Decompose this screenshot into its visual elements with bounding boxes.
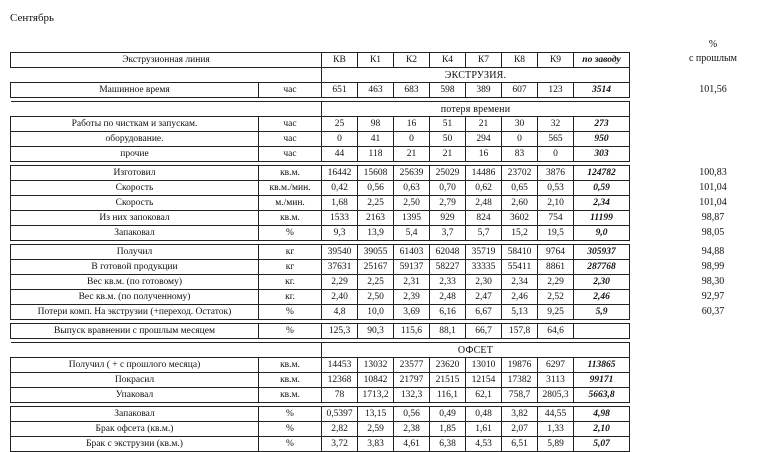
row-value: 61403 — [394, 245, 430, 260]
row-value: 824 — [466, 211, 502, 226]
row-total: 5663,8 — [574, 388, 630, 403]
row-value: 0 — [538, 147, 574, 162]
row-total: 950 — [574, 132, 630, 147]
row-value: 8861 — [538, 260, 574, 275]
row-value: 21 — [394, 147, 430, 162]
row-value: 23702 — [502, 166, 538, 181]
row-value: 13,9 — [358, 226, 394, 241]
row-value: 2,31 — [394, 275, 430, 290]
row-value: 14486 — [466, 166, 502, 181]
row-unit: кг. — [259, 290, 322, 305]
row-total: 2,30 — [574, 275, 630, 290]
row-value: 98 — [358, 117, 394, 132]
row-value: 2,48 — [466, 196, 502, 211]
row-label: Покрасил — [11, 373, 259, 388]
row-total: 9,0 — [574, 226, 630, 241]
row-value: 58410 — [502, 245, 538, 260]
row-value: 758,7 — [502, 388, 538, 403]
row-value: 3,7 — [430, 226, 466, 241]
row-value: 6,51 — [502, 437, 538, 452]
pct-header-text: с прошлым — [688, 53, 738, 64]
row-label: Упаковал — [11, 388, 259, 403]
row-unit: % — [259, 305, 322, 320]
table-row — [11, 181, 630, 196]
header-row — [11, 53, 630, 68]
row-value: 2,50 — [394, 196, 430, 211]
row-value: 2,38 — [394, 422, 430, 437]
row-label: Запаковал — [11, 407, 259, 422]
table-row — [11, 275, 630, 290]
row-unit: % — [259, 422, 322, 437]
row-value: 19876 — [502, 358, 538, 373]
row-value: 13032 — [358, 358, 394, 373]
row-value: 25167 — [358, 260, 394, 275]
row-value: 16 — [394, 117, 430, 132]
row-value: 651 — [322, 83, 358, 98]
row-value: 2,34 — [502, 275, 538, 290]
report-month: Сентябрь — [10, 12, 55, 24]
row-value: 2,30 — [466, 275, 502, 290]
pct-value: 92,97 — [701, 290, 725, 302]
row-total: 124782 — [574, 166, 630, 181]
table-row — [11, 437, 630, 452]
row-value: 21797 — [394, 373, 430, 388]
row-total: 305937 — [574, 245, 630, 260]
row-value: 0,62 — [466, 181, 502, 196]
row-value: 1713,2 — [358, 388, 394, 403]
row-value: 0 — [322, 132, 358, 147]
section-spacer — [11, 343, 322, 358]
row-value: 0 — [502, 132, 538, 147]
row-value: 2,59 — [358, 422, 394, 437]
row-value: 64,6 — [538, 324, 574, 339]
pct-value: 94,88 — [701, 245, 725, 257]
row-value: 15,2 — [502, 226, 538, 241]
row-unit: % — [259, 407, 322, 422]
row-unit: кв.м. — [259, 388, 322, 403]
row-value: 23577 — [394, 358, 430, 373]
row-value: 10842 — [358, 373, 394, 388]
row-label: Брак офсета (кв.м.) — [11, 422, 259, 437]
row-total: 99171 — [574, 373, 630, 388]
row-value: 2163 — [358, 211, 394, 226]
pct-column-header — [668, 38, 758, 66]
row-value: 5,89 — [538, 437, 574, 452]
row-total: 11199 — [574, 211, 630, 226]
pct-value: 101,04 — [699, 181, 727, 193]
row-value: 118 — [358, 147, 394, 162]
row-label: Работы по чисткам и запускам. — [11, 117, 259, 132]
row-label: Машинное время — [11, 83, 259, 98]
pct-value: 60,37 — [701, 305, 725, 317]
row-total: 113865 — [574, 358, 630, 373]
row-value: 9,3 — [322, 226, 358, 241]
row-value: 14453 — [322, 358, 358, 373]
row-value: 6,38 — [430, 437, 466, 452]
row-value: 13010 — [466, 358, 502, 373]
header-line: К4 — [430, 53, 466, 68]
row-value: 6,16 — [430, 305, 466, 320]
table-row — [11, 324, 630, 339]
section-row — [11, 343, 630, 358]
row-value: 3113 — [538, 373, 574, 388]
row-value: 2,79 — [430, 196, 466, 211]
row-value: 0 — [394, 132, 430, 147]
row-value: 2,46 — [502, 290, 538, 305]
row-value: 2805,3 — [538, 388, 574, 403]
row-total: 2,10 — [574, 422, 630, 437]
row-value: 754 — [538, 211, 574, 226]
row-total: 2,34 — [574, 196, 630, 211]
row-unit: % — [259, 226, 322, 241]
row-value: 2,39 — [394, 290, 430, 305]
pct-value: 98,05 — [701, 226, 725, 238]
row-value: 2,25 — [358, 196, 394, 211]
section-title-offset: ОФСЕТ — [322, 343, 630, 358]
row-label: Брак с экструзии (кв.м.) — [11, 437, 259, 452]
row-value: 5,13 — [502, 305, 538, 320]
row-value: 3,82 — [502, 407, 538, 422]
table-row — [11, 117, 630, 132]
section-row — [11, 102, 630, 117]
row-label: Из них запоковал — [11, 211, 259, 226]
row-unit: кв.м. — [259, 211, 322, 226]
row-value: 90,3 — [358, 324, 394, 339]
row-value: 3,72 — [322, 437, 358, 452]
row-value: 0,49 — [430, 407, 466, 422]
row-label: Изготовил — [11, 166, 259, 181]
pct-value: 100,83 — [699, 166, 727, 178]
table-row — [11, 166, 630, 181]
row-total: 4,98 — [574, 407, 630, 422]
row-value: 1,85 — [430, 422, 466, 437]
row-total: 0,59 — [574, 181, 630, 196]
row-label: Скорость — [11, 181, 259, 196]
table-row — [11, 147, 630, 162]
table-row — [11, 260, 630, 275]
row-unit: % — [259, 437, 322, 452]
row-value: 23620 — [430, 358, 466, 373]
header-line: К2 — [394, 53, 430, 68]
header-line: К8 — [502, 53, 538, 68]
row-value: 44 — [322, 147, 358, 162]
row-value: 17382 — [502, 373, 538, 388]
row-value: 2,07 — [502, 422, 538, 437]
table-row — [11, 83, 630, 98]
pct-header-symbol: % — [708, 39, 718, 50]
row-value: 66,7 — [466, 324, 502, 339]
row-value: 25639 — [394, 166, 430, 181]
row-total: 3514 — [574, 83, 630, 98]
row-value: 41 — [358, 132, 394, 147]
row-value: 2,47 — [466, 290, 502, 305]
row-total: 303 — [574, 147, 630, 162]
row-value: 62,1 — [466, 388, 502, 403]
header-total: по заводу — [574, 53, 630, 68]
row-value: 115,6 — [394, 324, 430, 339]
row-value: 4,53 — [466, 437, 502, 452]
row-value: 30 — [502, 117, 538, 132]
row-label: Вес кв.м. (по готовому) — [11, 275, 259, 290]
row-value: 12154 — [466, 373, 502, 388]
row-value: 2,50 — [358, 290, 394, 305]
row-value: 0,65 — [502, 181, 538, 196]
row-label: Получил — [11, 245, 259, 260]
row-value: 88,1 — [430, 324, 466, 339]
row-value: 4,61 — [394, 437, 430, 452]
row-value: 5,4 — [394, 226, 430, 241]
table-row — [11, 290, 630, 305]
row-value: 33335 — [466, 260, 502, 275]
row-value: 929 — [430, 211, 466, 226]
row-value: 15608 — [358, 166, 394, 181]
row-label: прочие — [11, 147, 259, 162]
pct-value: 101,56 — [699, 83, 727, 95]
row-label: Потери комп. На экструзии (+переход. Остаток) — [11, 305, 259, 320]
row-value: 13,15 — [358, 407, 394, 422]
row-value: 389 — [466, 83, 502, 98]
table-row — [11, 211, 630, 226]
row-value: 0,63 — [394, 181, 430, 196]
section-row — [11, 68, 630, 83]
row-unit: кв.м. — [259, 373, 322, 388]
row-value: 598 — [430, 83, 466, 98]
row-value: 35719 — [466, 245, 502, 260]
row-value: 157,8 — [502, 324, 538, 339]
header-label: Экструзионная линия — [11, 53, 322, 68]
row-total — [574, 324, 630, 339]
row-value: 2,40 — [322, 290, 358, 305]
row-value: 21 — [466, 117, 502, 132]
row-value: 21515 — [430, 373, 466, 388]
row-value: 1,33 — [538, 422, 574, 437]
pct-value: 98,30 — [701, 275, 725, 287]
row-value: 2,10 — [538, 196, 574, 211]
row-value: 0,42 — [322, 181, 358, 196]
row-value: 1,61 — [466, 422, 502, 437]
row-label: Получил ( + с прошлого месяца) — [11, 358, 259, 373]
row-value: 58227 — [430, 260, 466, 275]
row-value: 2,52 — [538, 290, 574, 305]
header-line: К1 — [358, 53, 394, 68]
row-value: 2,33 — [430, 275, 466, 290]
row-unit: час — [259, 132, 322, 147]
row-value: 1395 — [394, 211, 430, 226]
header-line: КВ — [322, 53, 358, 68]
table-row — [11, 196, 630, 211]
row-value: 2,29 — [322, 275, 358, 290]
row-value: 3876 — [538, 166, 574, 181]
row-value: 55411 — [502, 260, 538, 275]
row-value: 9,25 — [538, 305, 574, 320]
row-value: 25 — [322, 117, 358, 132]
row-value: 9764 — [538, 245, 574, 260]
header-line: К9 — [538, 53, 574, 68]
section-title-extrusion: ЭКСТРУЗИЯ. — [322, 68, 630, 83]
row-value: 3,69 — [394, 305, 430, 320]
table-row — [11, 226, 630, 241]
row-unit: кв.м. — [259, 166, 322, 181]
row-value: 37631 — [322, 260, 358, 275]
row-value: 2,82 — [322, 422, 358, 437]
row-value: 0,48 — [466, 407, 502, 422]
row-value: 2,29 — [538, 275, 574, 290]
row-value: 1533 — [322, 211, 358, 226]
pct-value: 101,04 — [699, 196, 727, 208]
row-value: 125,3 — [322, 324, 358, 339]
row-total: 287768 — [574, 260, 630, 275]
section-spacer — [11, 102, 322, 117]
header-line: К7 — [466, 53, 502, 68]
row-value: 0,5397 — [322, 407, 358, 422]
pct-value: 98,99 — [701, 260, 725, 272]
row-value: 6,67 — [466, 305, 502, 320]
row-value: 78 — [322, 388, 358, 403]
row-value: 2,25 — [358, 275, 394, 290]
row-value: 5,7 — [466, 226, 502, 241]
row-value: 0,70 — [430, 181, 466, 196]
production-report-table — [10, 52, 630, 452]
row-value: 62048 — [430, 245, 466, 260]
row-value: 123 — [538, 83, 574, 98]
row-value: 3,83 — [358, 437, 394, 452]
row-value: 16 — [466, 147, 502, 162]
row-value: 39055 — [358, 245, 394, 260]
table-row — [11, 245, 630, 260]
row-value: 19,5 — [538, 226, 574, 241]
row-unit: час — [259, 147, 322, 162]
row-value: 3602 — [502, 211, 538, 226]
row-unit: м./мин. — [259, 196, 322, 211]
row-value: 2,60 — [502, 196, 538, 211]
row-value: 25029 — [430, 166, 466, 181]
row-unit: час — [259, 83, 322, 98]
row-unit: кг — [259, 260, 322, 275]
pct-value: 98,87 — [701, 211, 725, 223]
row-unit: % — [259, 324, 322, 339]
table-row — [11, 388, 630, 403]
row-value: 4,8 — [322, 305, 358, 320]
row-value: 0,56 — [358, 181, 394, 196]
table-row — [11, 132, 630, 147]
row-total: 273 — [574, 117, 630, 132]
row-value: 59137 — [394, 260, 430, 275]
row-label: Запаковал — [11, 226, 259, 241]
row-value: 6297 — [538, 358, 574, 373]
row-unit: кв.м./мин. — [259, 181, 322, 196]
row-value: 683 — [394, 83, 430, 98]
row-value: 463 — [358, 83, 394, 98]
row-value: 1,68 — [322, 196, 358, 211]
row-label: оборудование. — [11, 132, 259, 147]
section-spacer — [11, 68, 322, 83]
row-value: 39540 — [322, 245, 358, 260]
row-value: 10,0 — [358, 305, 394, 320]
row-value: 83 — [502, 147, 538, 162]
table-row — [11, 305, 630, 320]
row-value: 607 — [502, 83, 538, 98]
row-value: 132,3 — [394, 388, 430, 403]
row-value: 294 — [466, 132, 502, 147]
row-value: 12368 — [322, 373, 358, 388]
table-row — [11, 407, 630, 422]
row-value: 51 — [430, 117, 466, 132]
row-value: 21 — [430, 147, 466, 162]
row-unit: кв.м. — [259, 358, 322, 373]
row-unit: кг — [259, 245, 322, 260]
row-unit: кг. — [259, 275, 322, 290]
section-title-losses: потеря времени — [322, 102, 630, 117]
row-value: 50 — [430, 132, 466, 147]
row-total: 5,07 — [574, 437, 630, 452]
row-unit: час — [259, 117, 322, 132]
row-value: 16442 — [322, 166, 358, 181]
row-value: 0,53 — [538, 181, 574, 196]
table-row — [11, 422, 630, 437]
row-value: 32 — [538, 117, 574, 132]
row-label: Скорость — [11, 196, 259, 211]
table-row — [11, 373, 630, 388]
row-value: 116,1 — [430, 388, 466, 403]
row-label: Выпуск вравнении с прошлым месяцем — [11, 324, 259, 339]
row-label: В готовой продукции — [11, 260, 259, 275]
row-value: 2,48 — [430, 290, 466, 305]
row-total: 2,46 — [574, 290, 630, 305]
row-value: 0,56 — [394, 407, 430, 422]
row-total: 5,9 — [574, 305, 630, 320]
table-row — [11, 358, 630, 373]
row-value: 565 — [538, 132, 574, 147]
row-label: Вес кв.м. (по полученному) — [11, 290, 259, 305]
row-value: 44,55 — [538, 407, 574, 422]
